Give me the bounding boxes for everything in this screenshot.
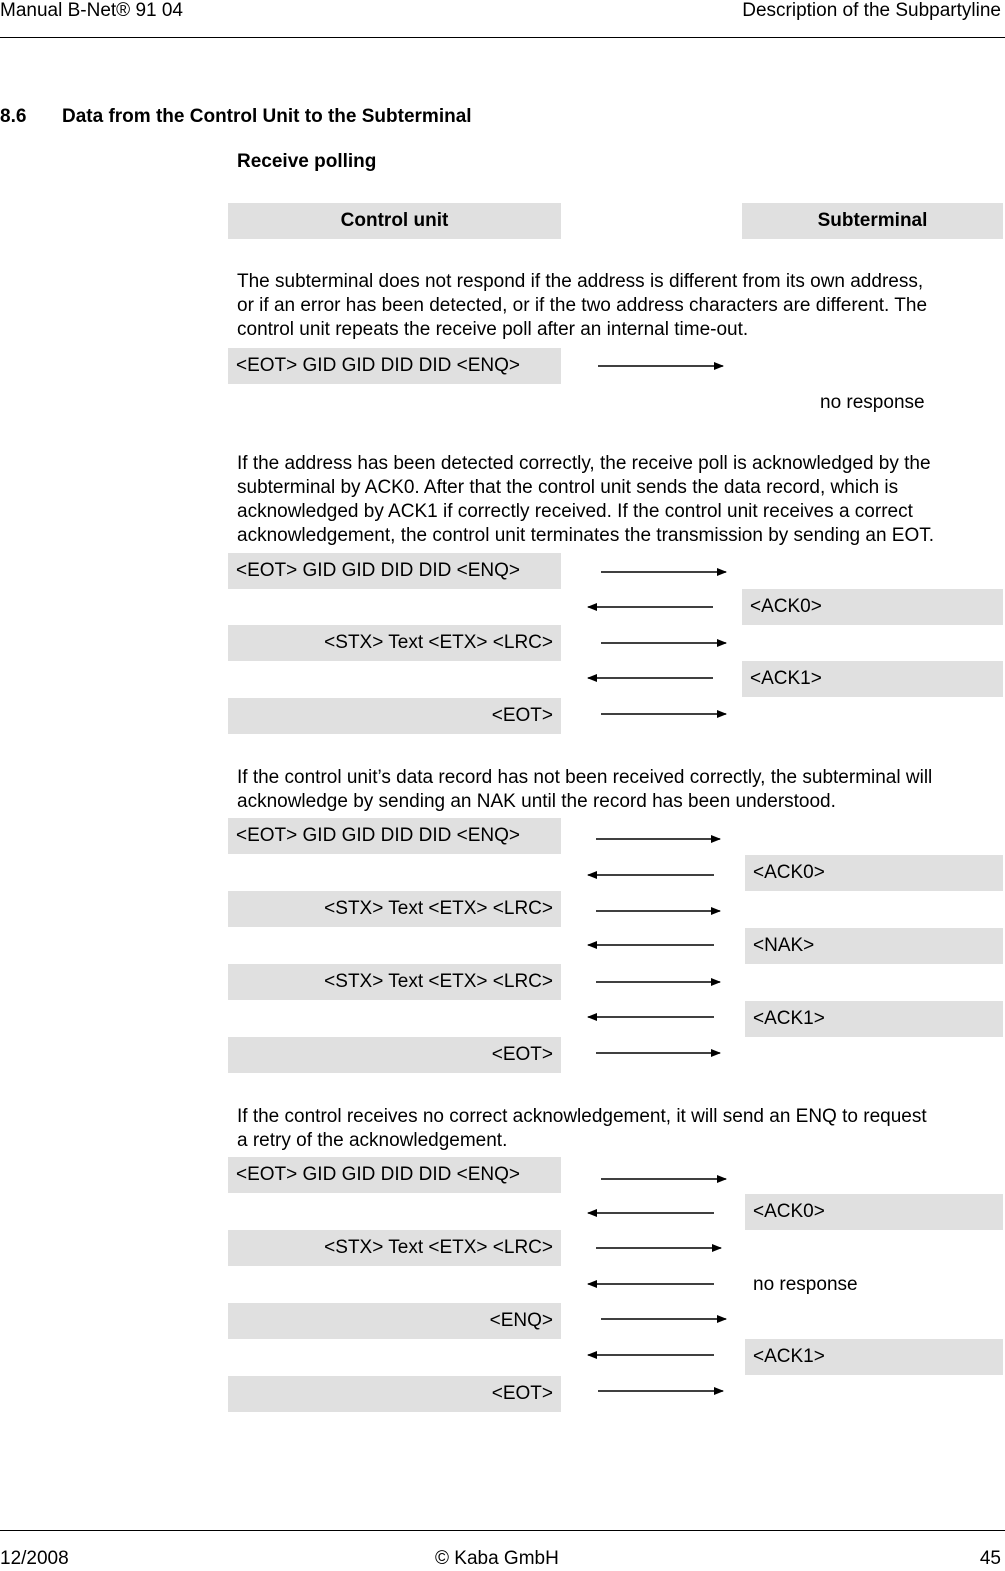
seq2-eot-message: <EOT> xyxy=(228,698,561,734)
seq1-poll-message: <EOT> GID GID DID DID <ENQ> xyxy=(228,348,561,384)
seq4-ack1-message: <ACK1> xyxy=(745,1339,1003,1375)
seq2-text-message: <STX> Text <ETX> <LRC> xyxy=(228,625,561,661)
footer-copyright: © Kaba GmbH xyxy=(435,1548,559,1569)
seq4-eot-message: <EOT> xyxy=(228,1376,561,1412)
paragraph-line: control unit repeats the receive poll after an internal time-out. xyxy=(237,319,749,340)
seq3-eot-message: <EOT> xyxy=(228,1037,561,1073)
seq3-nak-message: <NAK> xyxy=(745,928,1003,964)
paragraph-line: or if an error has been detected, or if the two address characters are different. The xyxy=(237,295,928,316)
seq4-enq-message: <ENQ> xyxy=(228,1303,561,1339)
paragraph-line: acknowledge by sending an NAK until the record has been understood. xyxy=(237,791,836,812)
paragraph-line: a retry of the acknowledgement. xyxy=(237,1130,508,1151)
seq3-text-retry-message: <STX> Text <ETX> <LRC> xyxy=(228,964,561,1000)
paragraph-line: If the address has been detected correctly, the receive poll is acknowledged by the xyxy=(237,453,931,474)
footer-page-number: 45 xyxy=(979,1548,1001,1569)
paragraph-line: If the control unit’s data record has not been received correctly, the subterminal will xyxy=(237,767,933,788)
paragraph-line: acknowledgement, the control unit terminates the transmission by sending an EOT. xyxy=(237,525,935,546)
seq3-ack1-message: <ACK1> xyxy=(745,1001,1003,1037)
seq4-poll-message: <EOT> GID GID DID DID <ENQ> xyxy=(228,1157,561,1193)
footer-date: 12/2008 xyxy=(0,1548,69,1569)
seq2-poll-message: <EOT> GID GID DID DID <ENQ> xyxy=(228,553,561,589)
footer-rule xyxy=(0,1530,1005,1531)
seq2-ack1-message: <ACK1> xyxy=(742,661,1003,697)
paragraph-line: subterminal by ACK0. After that the control unit sends the data record, which is xyxy=(237,477,899,498)
column-header-control-unit: Control unit xyxy=(228,203,561,239)
seq4-no-response: no response xyxy=(753,1274,858,1295)
paragraph-line: The subterminal does not respond if the address is different from its own address, xyxy=(237,271,924,292)
seq3-ack0-message: <ACK0> xyxy=(745,855,1003,891)
seq4-text-message: <STX> Text <ETX> <LRC> xyxy=(228,1230,561,1266)
paragraph-line: acknowledged by ACK1 if correctly received. If the control unit receives a correct xyxy=(237,501,913,522)
header-manual-title: Manual B-Net® 91 04 xyxy=(0,0,183,21)
seq3-poll-message: <EOT> GID GID DID DID <ENQ> xyxy=(228,818,561,854)
seq3-text-message: <STX> Text <ETX> <LRC> xyxy=(228,891,561,927)
seq1-no-response: no response xyxy=(820,392,925,413)
seq2-ack0-message: <ACK0> xyxy=(742,589,1003,625)
section-number: 8.6 xyxy=(0,106,27,127)
header-chapter-title: Description of the Subpartyline xyxy=(742,0,1001,21)
paragraph-line: If the control receives no correct acknowledgement, it will send an ENQ to request xyxy=(237,1106,927,1127)
subheading: Receive polling xyxy=(237,151,377,172)
seq4-ack0-message: <ACK0> xyxy=(745,1194,1003,1230)
column-header-subterminal: Subterminal xyxy=(742,203,1003,239)
section-title: Data from the Control Unit to the Subterminal xyxy=(62,106,472,127)
